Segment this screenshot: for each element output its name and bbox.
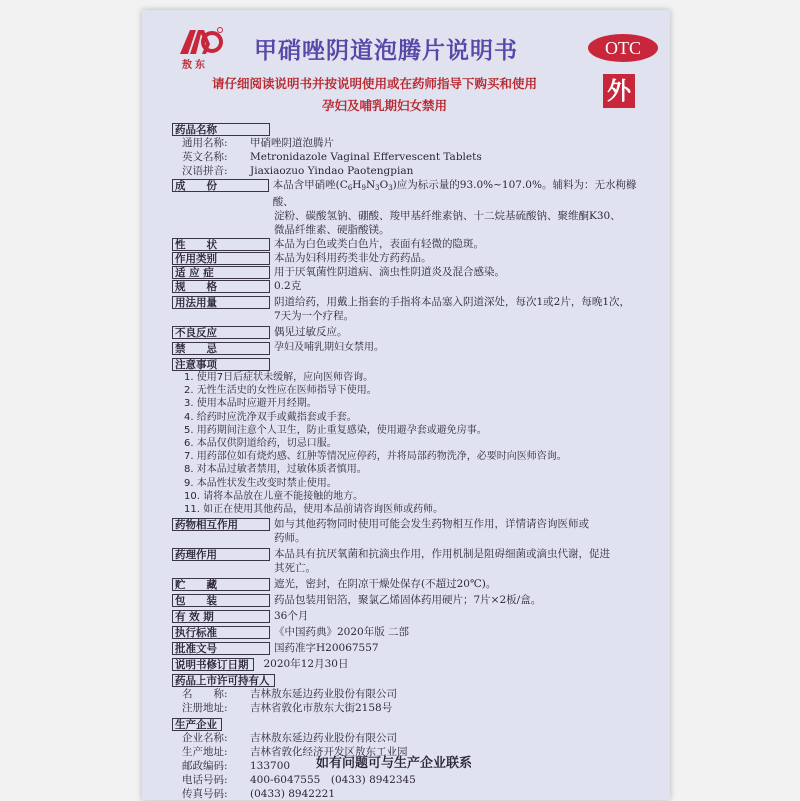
precaution-item: 10. 请将本品放在儿童不能接触的地方。	[184, 490, 364, 502]
mah-name-row	[172, 687, 652, 701]
drug-name-label: 药品名称	[172, 123, 270, 136]
package-value: 药品包装用铝箔，聚氯乙烯固体药用硬片；7片×2板/盒。	[274, 594, 542, 607]
storage-label: 贮 藏	[172, 578, 270, 591]
revision-row	[172, 657, 652, 671]
precaution-item: 8. 对本品过敏者禁用，过敏体质者慎用。	[184, 464, 367, 476]
composition-row	[172, 178, 652, 209]
storage-value: 遮光，密封，在阴凉干燥处保存(不超过20℃)。	[274, 578, 497, 591]
field-value: 0.2克	[274, 280, 302, 292]
manufacturer-label: 生产企业	[172, 718, 222, 731]
interaction-line-2: 药师。	[274, 532, 306, 545]
composition-line-2: 淀粉、碳酸氢钠、硼酸、羧甲基纤维素钠、十二烷基硫酸钠、聚维酮K30、	[274, 210, 621, 222]
revision-value: 2020年12月30日	[263, 658, 349, 671]
mah-row	[172, 673, 652, 687]
composition-line-1: 本品含甲硝唑$(C_6H_9N_3O_3)$应为标示量的93.0%~107.0%。辅料为：无水枸橼酸、	[272, 179, 637, 208]
drug-name-section	[172, 122, 652, 136]
adverse-row	[172, 325, 652, 339]
manufacturer-name-row	[172, 731, 652, 745]
leaflet-title: 甲硝唑阴道泡腾片说明书	[254, 38, 518, 64]
mah-name-key: 名 称:	[182, 688, 228, 701]
usage-row	[172, 295, 652, 309]
field-label: 适 应 症	[172, 266, 270, 279]
standard-value: 《中国药典》2020年版 二部	[274, 626, 410, 639]
fax-key: 传真号码:	[182, 788, 228, 801]
standard-label: 执行标准	[172, 626, 270, 639]
leaflet-page	[142, 10, 670, 800]
precaution-item: 6. 本品仅供阴道给药，切忌口服。	[184, 438, 337, 450]
phone-row	[172, 773, 652, 787]
english-name-value: Metronidazole Vaginal Effervescent Tablets	[250, 151, 482, 163]
logo-text: 敖东	[182, 60, 208, 71]
otc-badge: OTC	[588, 34, 658, 62]
phone-key: 电话号码:	[182, 774, 228, 787]
approval-row	[172, 641, 652, 655]
zip-key: 邮政编码:	[182, 760, 228, 773]
validity-row	[172, 609, 652, 623]
field-value: 用于厌氧菌性阴道病、滴虫性阴道炎及混合感染。	[274, 266, 505, 278]
precaution-item: 9. 本品性状发生改变时禁止使用。	[184, 477, 337, 489]
usage-line-1: 阴道给药，用戴上指套的手指将本品塞入阴道深处，每次1或2片，每晚1次，	[274, 296, 631, 308]
pharmacology-line-2: 其死亡。	[274, 562, 316, 575]
validity-label: 有 效 期	[172, 610, 270, 623]
revision-label: 说明书修订日期	[172, 658, 254, 671]
approval-label: 批准文号	[172, 642, 270, 655]
contraindication-label: 禁 忌	[172, 342, 270, 355]
interaction-label: 药物相互作用	[172, 518, 270, 531]
zip-value: 133700	[250, 760, 291, 773]
contraindication-value: 孕妇及哺乳期妇女禁用。	[274, 342, 384, 353]
precaution-item: 7. 用药部位如有烧灼感、红肿等情况应停药，并将局部药物洗净，必要时向医师咨询。	[184, 451, 567, 463]
pharmacology-row	[172, 547, 652, 561]
mah-label: 药品上市许可持有人	[172, 674, 275, 687]
precaution-item: 3. 使用本品时应避开月经期。	[184, 398, 317, 410]
usage-label: 用法用量	[172, 296, 270, 309]
field-row	[172, 237, 652, 251]
usage-notice: 请仔细阅读说明书并按说明使用或在药师指导下购买和使用	[212, 76, 538, 91]
field-label: 性 状	[172, 238, 270, 251]
manufacturer-name-key: 企业名称:	[182, 732, 228, 745]
manufacturer-name-value: 吉林敖东延边药业股份有限公司	[250, 732, 397, 745]
external-use-badge: 外	[603, 74, 635, 108]
precaution-item: 4. 给药时应洗净双手或戴指套或手套。	[184, 411, 357, 423]
mah-address-key: 注册地址:	[182, 702, 228, 715]
common-name-row	[172, 136, 652, 150]
contact-note: 如有问题可与生产企业联系	[316, 756, 473, 771]
fax-value: (0433) 8942221	[250, 788, 336, 801]
field-label: 规 格	[172, 280, 270, 293]
pregnancy-ban-notice: 孕妇及哺乳期妇女禁用	[322, 98, 448, 113]
manufacturer-row	[172, 717, 652, 731]
manufacturer-address-key: 生产地址:	[182, 746, 228, 759]
validity-value: 36个月	[274, 610, 309, 623]
precaution-item: 5. 用药期间注意个人卫生，防止重复感染，使用避孕套或避免房事。	[184, 424, 487, 436]
package-row	[172, 593, 652, 607]
composition-label: 成 份	[172, 179, 269, 192]
common-name-value: 甲硝唑阴道泡腾片	[250, 137, 334, 149]
interaction-line-1: 如与其他药物同时使用可能会发生药物相互作用，详情请咨询医师或	[274, 518, 589, 531]
field-row	[172, 251, 652, 265]
usage-line-2: 7天为一个疗程。	[274, 310, 355, 322]
adverse-value: 偶见过敏反应。	[274, 326, 348, 338]
standard-row	[172, 625, 652, 639]
pharmacology-label: 药理作用	[172, 548, 270, 561]
english-name-key: 英文名称:	[182, 151, 228, 163]
approval-value: 国药准字H20067557	[274, 642, 379, 655]
field-label: 作用类别	[172, 252, 270, 265]
contraindication-row	[172, 341, 652, 355]
precaution-item: 2. 无性生活史的女性应在医师指导下使用。	[184, 385, 377, 397]
pinyin-key: 汉语拼音:	[182, 165, 228, 177]
leaflet-body	[172, 122, 652, 801]
precautions-row	[172, 357, 652, 371]
field-row	[172, 265, 652, 279]
composition-line-3: 微晶纤维素、硬脂酸镁。	[274, 224, 390, 236]
pinyin-value: Jiaxiaozuo Yindao Paotengpian	[250, 165, 414, 177]
precaution-item: 1. 使用7日后症状未缓解，应向医师咨询。	[184, 372, 374, 383]
mah-name-value: 吉林敖东延边药业股份有限公司	[250, 688, 397, 701]
mah-address-row	[172, 701, 652, 715]
field-value: 本品为白色或类白色片，表面有轻微的隐斑。	[274, 238, 484, 250]
field-row	[172, 279, 652, 293]
field-value: 本品为妇科用药类非处方药药品。	[274, 252, 432, 264]
precaution-item: 11. 如正在使用其他药品，使用本品前请咨询医师或药师。	[184, 504, 444, 516]
pinyin-row	[172, 164, 652, 178]
phone-value: 400-6047555 (0433) 8942345	[250, 774, 416, 787]
package-label: 包 装	[172, 594, 270, 607]
mah-address-value: 吉林省敦化市敖东大街2158号	[250, 702, 393, 715]
manufacturer-address-value: 吉林省敦化经济开发区敖东工业园	[250, 746, 408, 759]
common-name-key: 通用名称:	[182, 137, 228, 149]
adverse-label: 不良反应	[172, 326, 270, 339]
pharmacology-line-1: 本品具有抗厌氧菌和抗滴虫作用，作用机制是阻碍细菌或滴虫代谢，促进	[274, 548, 610, 561]
storage-row	[172, 577, 652, 591]
english-name-row	[172, 150, 652, 164]
precautions-label: 注意事项	[172, 358, 270, 371]
interaction-row	[172, 517, 652, 531]
fax-row	[172, 787, 652, 801]
